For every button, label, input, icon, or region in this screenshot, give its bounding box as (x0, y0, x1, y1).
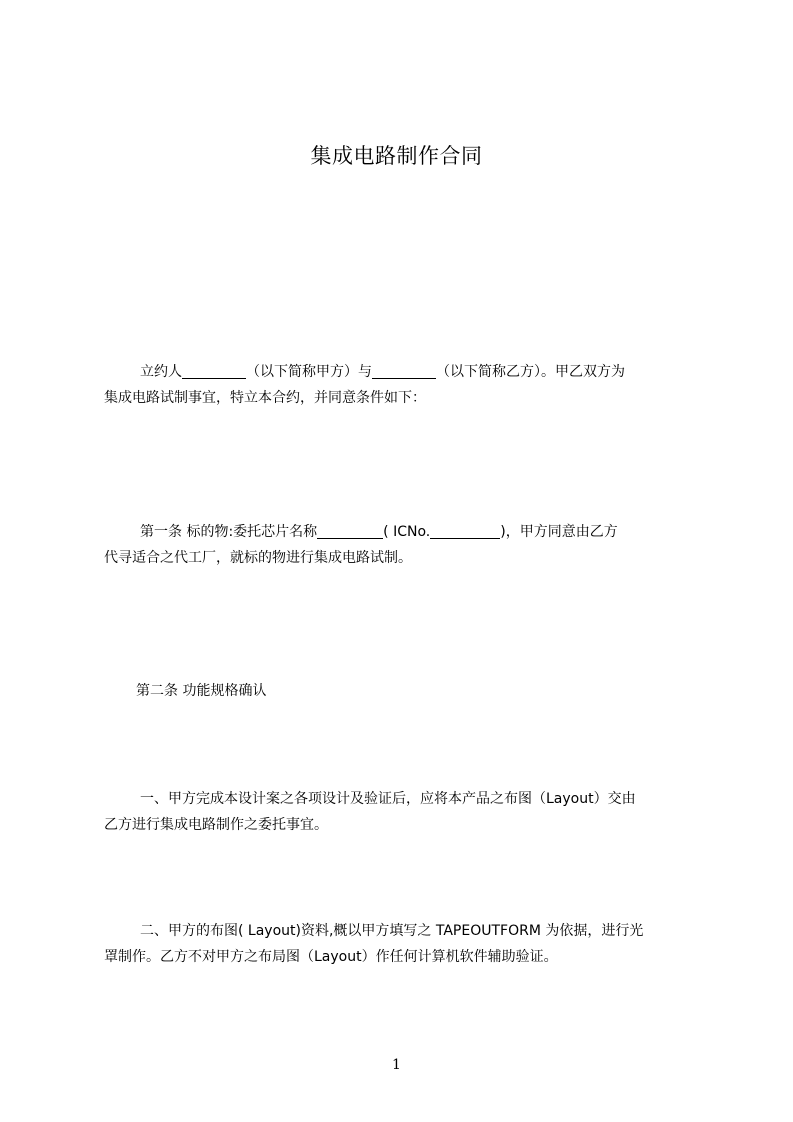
article-2-heading: 第二条 功能规格确认 (136, 683, 267, 699)
clause-1-line-2: 乙方进行集成电路制作之委托事宜。 (104, 817, 328, 833)
preamble-text-both: （以下简称乙方）。甲乙双方为 (436, 364, 625, 380)
article-1-line-1 (104, 519, 700, 545)
article-1-text-icno: ( ICNo. (383, 524, 431, 540)
article-1-paragraph (104, 519, 700, 571)
clause-2-paragraph (104, 918, 700, 970)
party-b-blank (372, 362, 436, 379)
ic-number-blank (430, 522, 500, 539)
preamble-line-2: 集成电路试制事宜，特立本合约，并同意条件如下： (104, 390, 426, 406)
page-number: 1 (392, 1057, 401, 1073)
clause-1-paragraph (104, 786, 700, 838)
preamble-paragraph (104, 359, 700, 411)
clause-2-line-1: 二、甲方的布图( Layout)资料,概以甲方填写之 TAPEOUTFORM 为依据，进行光 (140, 923, 644, 939)
article-1-text-chip: 第一条 标的物:委托芯片名称 (140, 524, 318, 540)
chip-name-blank (317, 522, 383, 539)
preamble-text-party: 立约人 (140, 364, 182, 380)
clause-1-line-1: 一、甲方完成本设计案之各项设计及验证后，应将本产品之布图（Layout）交由 (140, 791, 636, 807)
clause-2-line-2: 罩制作。乙方不对甲方之布局图（Layout）作任何计算机软件辅助验证。 (104, 949, 558, 965)
party-a-blank (182, 362, 246, 379)
article-1-text-agree: )，甲方同意由乙方 (500, 524, 618, 540)
contract-title: 集成电路制作合同 (310, 144, 483, 168)
article-1-line-2: 代寻适合之代工厂，就标的物进行集成电路试制。 (104, 550, 412, 566)
preamble-line-1 (104, 359, 700, 385)
preamble-text-and: （以下简称甲方）与 (246, 364, 372, 380)
